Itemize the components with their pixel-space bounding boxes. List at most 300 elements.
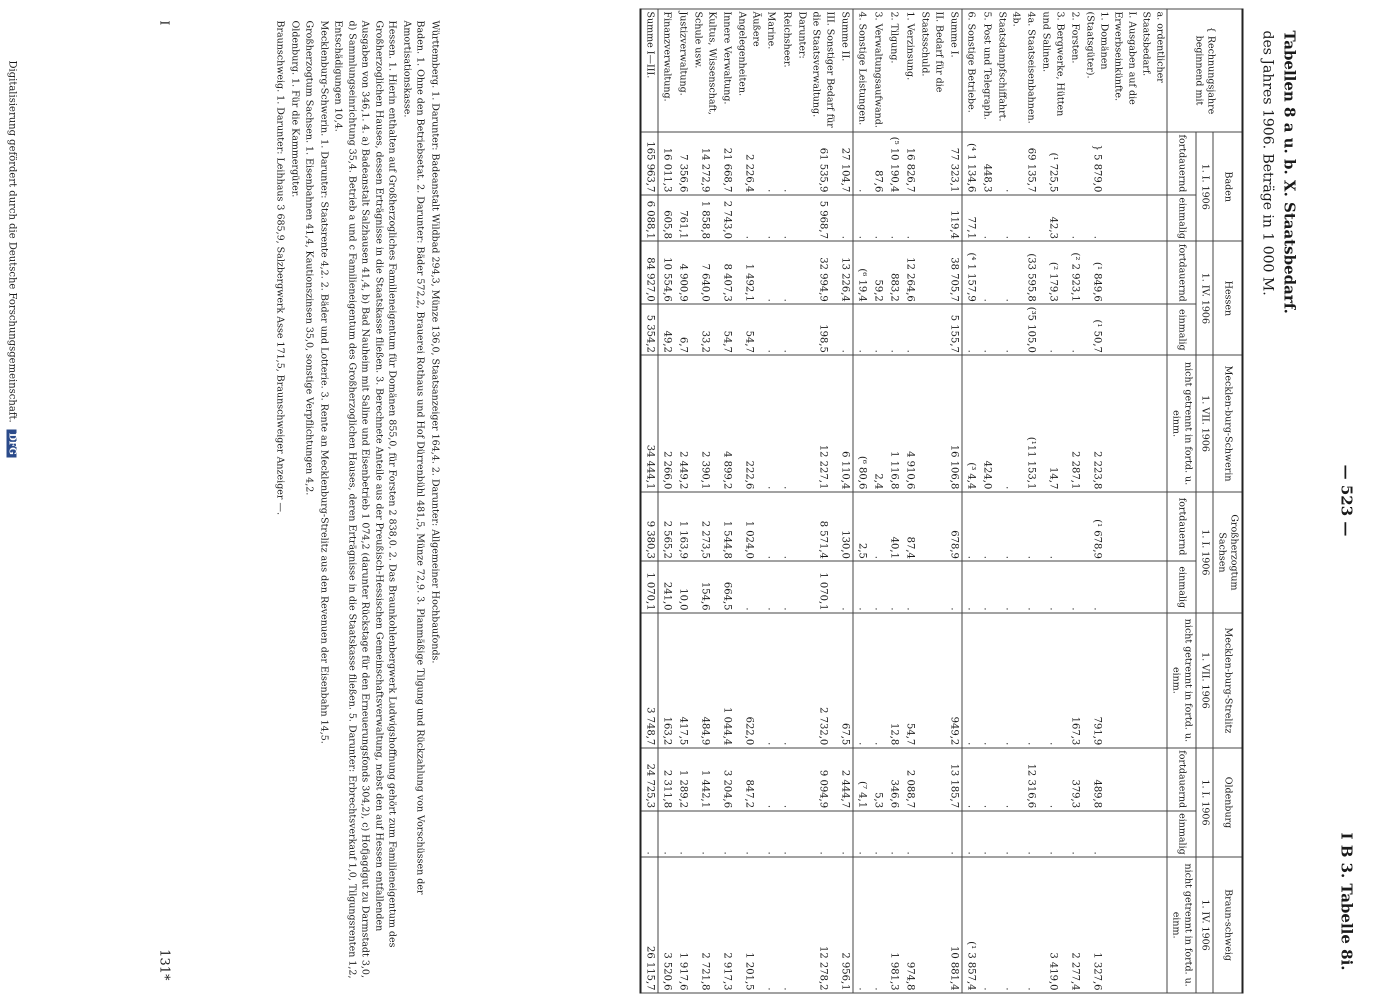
table-cell: 10,0	[674, 561, 690, 613]
table-cell: 54,7	[718, 304, 734, 355]
table-cell: 8 571,4	[808, 491, 836, 561]
table-cell: .	[994, 241, 1022, 304]
table-cell: 87,4	[901, 491, 917, 561]
table-cell: 54,7	[734, 304, 762, 355]
table-row	[734, 9, 762, 993]
table-cell: .	[778, 857, 794, 993]
state-kind-header: fortdauernd	[1167, 132, 1196, 195]
table-cell: } 5 879,0	[1082, 132, 1110, 195]
table-cell: .	[1082, 194, 1110, 241]
table-cell: 14 272,9	[690, 132, 718, 195]
table-cell: 9 380,3	[640, 491, 658, 561]
table-cell: .	[869, 491, 885, 561]
table-cell: 3 204,6	[718, 747, 734, 810]
table-cell	[1138, 810, 1167, 857]
table-cell: (¹ 849,6	[1082, 241, 1110, 304]
table-cell: .	[1038, 747, 1066, 810]
table-cell	[1138, 241, 1167, 304]
table-cell: .	[1038, 810, 1066, 857]
table-cell: (³5 105,0	[1022, 304, 1038, 355]
table-cell: .	[1022, 810, 1038, 857]
table-cell	[794, 747, 808, 810]
table-row	[658, 9, 675, 993]
table-cell: 241,0	[658, 561, 675, 613]
table-cell: 664,5	[718, 561, 734, 613]
table-cell: 4 899,2	[718, 355, 734, 491]
footer-right: 131*	[156, 948, 171, 980]
table-cell: 13 226,4	[836, 241, 853, 304]
table-cell: 2 721,8	[690, 857, 718, 993]
table-cell: 3 419,0	[1038, 857, 1066, 993]
table-row	[794, 9, 808, 993]
table-cell: .	[1038, 304, 1066, 355]
table-cell: (⁶ 19,4	[853, 241, 870, 304]
table-cell: .	[778, 241, 794, 304]
row-label: III. Sonstiger Bedarf für die Staatsverwaltung.	[808, 9, 836, 132]
table-row	[690, 9, 718, 993]
table-cell: 5 155,7	[945, 304, 962, 355]
table-cell: 2 266,0	[658, 355, 675, 491]
table-cell: .	[885, 304, 901, 355]
table-cell: 2 956,1	[836, 857, 853, 993]
table-row	[808, 9, 836, 993]
table-cell: .	[1038, 613, 1066, 748]
table-cell: .	[1022, 561, 1038, 613]
table-cell: 1 858,8	[690, 194, 718, 241]
table-cell: .	[1022, 194, 1038, 241]
table-cell: .	[778, 561, 794, 613]
table-cell: 12 278,2	[808, 857, 836, 993]
table-row	[885, 9, 901, 993]
table-cell	[1110, 194, 1138, 241]
table-cell	[794, 304, 808, 355]
header-row-states	[1213, 9, 1243, 993]
table-row	[836, 9, 853, 993]
state-kind-header: fortdauernd	[1167, 491, 1196, 561]
table-cell: 1 044,4	[718, 613, 734, 748]
table-cell: 2 565,2	[658, 491, 675, 561]
section-header: I B 3. Tabelle 8i.	[1337, 831, 1355, 970]
table-cell: (³ 4,4	[962, 355, 979, 491]
table-cell: 222,6	[734, 355, 762, 491]
table-row	[962, 9, 979, 993]
table-cell: 2 088,7	[901, 747, 917, 810]
table-cell: .	[778, 810, 794, 857]
table-cell	[1138, 132, 1167, 195]
table-cell: 847,2	[734, 747, 762, 810]
table-cell: .	[836, 304, 853, 355]
table-cell: 2 273,5	[690, 491, 718, 561]
table-cell: .	[674, 810, 690, 857]
row-label: Summe I.	[945, 9, 962, 132]
table-cell: 7 356,6	[674, 132, 690, 195]
table-cell: 2 444,7	[836, 747, 853, 810]
table-cell	[1138, 355, 1167, 491]
table-cell: 5,3	[869, 747, 885, 810]
footer-left: I	[157, 20, 171, 25]
state-date-header: 1. IV. 1906	[1196, 241, 1213, 355]
table-cell	[1138, 304, 1167, 355]
table-cell	[794, 857, 808, 993]
table-cell: 163,2	[658, 613, 675, 748]
table-cell: 2 743,0	[718, 194, 734, 241]
table-cell: 1 070,1	[808, 561, 836, 613]
table-cell: .	[901, 194, 917, 241]
table-cell: .	[734, 810, 762, 857]
table-cell: 2 917,3	[718, 857, 734, 993]
table-row	[1022, 9, 1038, 993]
table-cell: 33,2	[690, 304, 718, 355]
table-cell: .	[962, 747, 979, 810]
table-cell: 54,7	[901, 613, 917, 748]
table-cell: (⁵ 10 190,4	[885, 132, 901, 195]
table-cell	[794, 132, 808, 195]
row-label: 2. Tilgung.	[885, 9, 901, 132]
footnote: Baden. 1. Ohne den Betriebsetat. 2. Darunter: Bäder 572,2, Brauerei Rothaus und Hof Dürrenbühl 481,5, Münze 72,9. 3. Planmäßige Tilgung und Rückzahlung von Vorschüssen der Amortisationskasse.	[401, 20, 426, 895]
row-label: I. Ausgaben auf die Erwerbseinkünfte.	[1110, 9, 1138, 132]
table-cell	[917, 241, 945, 304]
table-cell: .	[718, 810, 734, 857]
table-cell: 2 449,2	[674, 355, 690, 491]
table-cell: 2 226,4	[734, 132, 762, 195]
row-label: Äußere Angelegenheiten.	[734, 9, 762, 132]
row-label: Innere Verwaltung.	[718, 9, 734, 132]
table-cell: 9 094,9	[808, 747, 836, 810]
table-cell	[1138, 747, 1167, 810]
table-cell: .	[762, 561, 778, 613]
table-cell	[917, 132, 945, 195]
table-cell: 12 264,6	[901, 241, 917, 304]
table-cell: 1 917,6	[674, 857, 690, 993]
table-row	[762, 9, 778, 993]
table-row	[945, 9, 962, 993]
state-column-header: Mecklen-burg-Strelitz	[1213, 613, 1243, 748]
state-column-header: Baden	[1213, 132, 1243, 241]
table-cell: 1 201,5	[734, 857, 762, 993]
table-cell: .	[1066, 810, 1082, 857]
row-label: 4a. Staatseisenbahnen.	[1022, 9, 1038, 132]
table-cell	[1066, 132, 1082, 195]
row-label: 3. Bergwerke, Hütten und Salinen.	[1038, 9, 1066, 132]
table-cell: .	[994, 194, 1022, 241]
row-label: II. Bedarf für die Staatsschuld.	[917, 9, 945, 132]
table-cell: 974,8	[901, 857, 917, 993]
table-cell: .	[978, 857, 994, 993]
table-head	[1167, 9, 1243, 993]
table-cell: .	[978, 613, 994, 748]
table-cell: 26 115,7	[640, 857, 658, 993]
state-kind-header: einmalig	[1167, 810, 1196, 857]
table-cell: 8 407,3	[718, 241, 734, 304]
table-cell: .	[778, 355, 794, 491]
table-cell: 167,3	[1066, 613, 1082, 748]
digitization-note	[6, 60, 17, 990]
table-cell: 2,5	[853, 491, 870, 561]
table-cell: .	[994, 132, 1022, 195]
table-cell: 883,2	[885, 241, 901, 304]
state-kind-header: einmalig	[1167, 304, 1196, 355]
state-kind-header: nicht getrennt in fortd. u. einm.	[1167, 613, 1196, 748]
table-cell: .	[869, 857, 885, 993]
table-cell	[1110, 491, 1138, 561]
table-cell: (¹ 725,5	[1038, 132, 1066, 195]
table-cell	[917, 561, 945, 613]
table-cell	[794, 194, 808, 241]
table-cell: 1 116,8	[885, 355, 901, 491]
table-cell: 61 535,9	[808, 132, 836, 195]
table-cell: 34 444,1	[640, 355, 658, 491]
row-label: Summe I—III.	[640, 9, 658, 132]
table-cell: 7 640,0	[690, 241, 718, 304]
table-row	[718, 9, 734, 993]
table-cell: 77,1	[962, 194, 979, 241]
table-cell: .	[853, 857, 870, 993]
table-cell	[1110, 810, 1138, 857]
table-cell: .	[869, 613, 885, 748]
table-cell: 165 963,7	[640, 132, 658, 195]
table-cell	[917, 857, 945, 993]
table-cell: 32 994,9	[808, 241, 836, 304]
table-cell	[1138, 857, 1167, 993]
table-cell: 605,8	[658, 194, 675, 241]
table-cell	[794, 241, 808, 304]
header-row-kinds	[1167, 9, 1196, 993]
table-cell	[917, 747, 945, 810]
row-label: Marine.	[762, 9, 778, 132]
row-label: Justizverwaltung.	[674, 9, 690, 132]
table-cell: 3 748,7	[640, 613, 658, 748]
table-cell: .	[994, 561, 1022, 613]
table-cell: .	[778, 613, 794, 748]
table-cell: 1 024,0	[734, 491, 762, 561]
table-cell: (¹ 3 857,4	[962, 857, 979, 993]
row-label: 2. Forsten.	[1066, 9, 1082, 132]
state-column-header: Großherzogtum Sachsen	[1213, 491, 1243, 612]
table-row	[1038, 9, 1066, 993]
table-cell: 27 104,7	[836, 132, 853, 195]
table-cell: 1 981,3	[885, 857, 901, 993]
table-cell: .	[836, 561, 853, 613]
table-cell: 622,0	[734, 613, 762, 748]
table-cell: 1 442,1	[690, 747, 718, 810]
table-cell: .	[658, 810, 675, 857]
table-cell	[794, 613, 808, 748]
table-cell: 2 223,8	[1082, 355, 1110, 491]
table-cell: .	[885, 561, 901, 613]
table-cell: .	[762, 355, 778, 491]
table-cell: (² 2 923,1	[1066, 241, 1082, 304]
table-cell: 24 725,3	[640, 747, 658, 810]
table-cell: .	[853, 304, 870, 355]
table-cell: 417,5	[674, 613, 690, 748]
table-cell: 1 070,1	[640, 561, 658, 613]
table-cell	[1110, 355, 1138, 491]
table-cell: .	[778, 132, 794, 195]
table-cell: 21 668,7	[718, 132, 734, 195]
table-cell: .	[978, 747, 994, 810]
table-cell: .	[978, 561, 994, 613]
table-cell: 77 323,1	[945, 132, 962, 195]
table-cell: (⁴ 1 157,9	[962, 241, 979, 304]
table-cell: .	[978, 194, 994, 241]
table-row	[1110, 9, 1138, 993]
table-cell: 67,5	[836, 613, 853, 748]
table-cell: .	[734, 561, 762, 613]
table-cell	[917, 304, 945, 355]
table-cell: (⁷ 4,1	[853, 747, 870, 810]
table-cell: .	[640, 810, 658, 857]
table-row	[917, 9, 945, 993]
state-date-header: 1. I. 1906	[1196, 491, 1213, 612]
table-cell: .	[853, 613, 870, 748]
table-body	[640, 9, 1167, 993]
table-cell	[1138, 194, 1167, 241]
table-cell: .	[962, 561, 979, 613]
table-cell: .	[885, 194, 901, 241]
table-cell: .	[869, 810, 885, 857]
header-row-dates	[1196, 9, 1213, 993]
footnotes	[272, 20, 441, 980]
table-cell: 678,9	[945, 491, 962, 561]
table-cell: 2 277,4	[1066, 857, 1082, 993]
table-cell: (⁴ 1 134,6	[962, 132, 979, 195]
table-cell: 49,2	[658, 304, 675, 355]
state-kind-header: fortdauernd	[1167, 241, 1196, 304]
table-cell: 13 185,7	[945, 747, 962, 810]
table-cell: 59,2	[869, 241, 885, 304]
row-label: Finanzverwaltung.	[658, 9, 675, 132]
table-cell: .	[1022, 857, 1038, 993]
table-cell: .	[1038, 491, 1066, 561]
table-cell: 12 316,6	[1022, 747, 1038, 810]
row-label: a. ordentlicher Staatsbedarf.	[1138, 9, 1167, 132]
table-cell	[1138, 561, 1167, 613]
table-cell: .	[778, 194, 794, 241]
footnote: Großherzogtum Sachsen. 1. Eisenbahnen 41,4, Kautionszinsen 35,0, sonstige Verpflichtungen 4,2.	[303, 20, 315, 495]
table-cell: 949,2	[945, 613, 962, 748]
state-kind-header: einmalig	[1167, 561, 1196, 613]
table-cell	[1138, 613, 1167, 748]
table-cell: .	[734, 194, 762, 241]
table-cell: 1 163,9	[674, 491, 690, 561]
table-cell: .	[994, 491, 1022, 561]
table-cell: .	[778, 491, 794, 561]
table-cell: 6 088,1	[640, 194, 658, 241]
state-column-header: Braun-schweig	[1213, 857, 1243, 993]
table-row	[1082, 9, 1110, 993]
table-cell: .	[1082, 810, 1110, 857]
table-cell	[794, 491, 808, 561]
state-date-header: 1. I. 1906	[1196, 132, 1213, 241]
footnote: Württemberg. 1. Darunter: Badeanstalt Wildbad 294,3, Münze 136,0, Staatsanzeiger 164,4. 2. Darunter: Allgemeiner Hochbaufonds.	[429, 20, 440, 663]
table-cell: 12,8	[885, 613, 901, 748]
table-cell: .	[994, 304, 1022, 355]
table-cell: .	[962, 304, 979, 355]
table-cell: 379,3	[1066, 747, 1082, 810]
table-cell: 1 544,8	[718, 491, 734, 561]
table-cell: 1 492,1	[734, 241, 762, 304]
table-cell: .	[869, 561, 885, 613]
table-cell: .	[1082, 561, 1110, 613]
table-cell: .	[1022, 613, 1038, 748]
row-label: Summe II.	[836, 9, 853, 132]
table-cell: .	[978, 491, 994, 561]
dfg-logo: DFG	[6, 429, 16, 457]
table-cell: 119,4	[945, 194, 962, 241]
table-cell	[1110, 613, 1138, 748]
row-label: 4. Sonstige Leistungen.	[853, 9, 870, 132]
row-label: 4b. Staatsdampfschiffahrt.	[994, 9, 1022, 132]
table-cell: .	[869, 194, 885, 241]
table-title: Tabellen 8 a u. b. X. Staatsbedarf.	[1280, 30, 1298, 314]
table-cell	[1110, 304, 1138, 355]
table-cell: .	[853, 561, 870, 613]
table-cell: .	[962, 491, 979, 561]
table-cell: 1 327,6	[1082, 857, 1110, 993]
state-column-header: Oldenburg	[1213, 747, 1243, 856]
table-cell: .	[869, 304, 885, 355]
table-cell: 2 732,0	[808, 613, 836, 748]
table-cell: .	[762, 241, 778, 304]
table-cell: 761,1	[674, 194, 690, 241]
table-cell: .	[978, 810, 994, 857]
table-cell: .	[994, 355, 1022, 491]
table-cell: 6,7	[674, 304, 690, 355]
row-label: 3. Verwaltungsaufwand.	[869, 9, 885, 132]
table-cell: 16 011,3	[658, 132, 675, 195]
table-cell: (33 595,8	[1022, 241, 1038, 304]
table-cell: 6 110,4	[836, 355, 853, 491]
table-cell: 2,4	[869, 355, 885, 491]
table-row	[1138, 9, 1167, 993]
table-cell: 1 289,2	[674, 747, 690, 810]
table-cell: .	[808, 810, 836, 857]
state-kind-header: nicht getrennt in fortd. u. einm.	[1167, 355, 1196, 491]
table-cell: 5 968,7	[808, 194, 836, 241]
table-cell: 16 826,7	[901, 132, 917, 195]
table-cell: 69 135,7	[1022, 132, 1038, 195]
table-cell	[917, 613, 945, 748]
table-cell: .	[901, 561, 917, 613]
table-cell: 198,5	[808, 304, 836, 355]
table-cell	[1110, 241, 1138, 304]
table-cell: 346,6	[885, 747, 901, 810]
table-cell: .	[994, 613, 1022, 748]
state-kind-header: einmalig	[1167, 194, 1196, 241]
state-date-header: 1. VII. 1906	[1196, 355, 1213, 491]
table-cell: 3 520,6	[658, 857, 675, 993]
table-cell: .	[853, 132, 870, 195]
row-label: 1. Verzinsung.	[901, 9, 917, 132]
row-label: 1. Domänen (Staatsgüter).	[1082, 9, 1110, 132]
table-row	[640, 9, 658, 993]
label-column-header: { Rechnungsjahre beginnend mit	[1167, 9, 1243, 132]
table-cell: 84 927,0	[640, 241, 658, 304]
state-kind-header: nicht getrennt in fortd. u. einm.	[1167, 857, 1196, 993]
table-cell: 4 900,9	[674, 241, 690, 304]
table-cell: (¹11 153,1	[1022, 355, 1038, 491]
table-row	[853, 9, 870, 993]
table-cell: .	[945, 810, 962, 857]
table-cell	[917, 194, 945, 241]
table-cell: 12 227,1	[808, 355, 836, 491]
row-label: 5. Post und Telegraph.	[978, 9, 994, 132]
table-cell	[794, 561, 808, 613]
table-cell: .	[978, 304, 994, 355]
table-cell: .	[994, 857, 1022, 993]
footnote: Hessen. 1. Hierin enthalten auf Großherzogliches Familieneigentum für Domänen 855,0, für Forsten 2 838,0. 2. Das Braunkohlenbergwerk Ludwigshoffnung gehört zum Familieneigentum des Großherzoglichen Hauses, dessen Erträgnisse in die Staatskasse fließen. 3. Berechnete Anteile aus der Preußisch-Hessischen Gemeinschaftsverwaltung, nebst den auf Hessen entfallenden Ausgaben von 346,1. 4. a) Badeanstalt Salzhausen 41,4, b) Bad Nauheim mit Saline und Eisenbetrieb 1 074,2 (darunter Rückstage für den Erneuerungsfonds 304,2), c) Hofjagdgut zu Darmstadt 3,0, d) Sammlungseinrichtung 35,4. Betrieb a und c Familieneigentum des Großherzoglichen Hauses, deren Erträgnisse in die Staatskasse fließen. 5. Darunter: Erbrechtsverkauf 1,0, Tilgungsrenten 1,2, Entschädigungen 10,4.	[332, 20, 398, 978]
table-cell: .	[762, 613, 778, 748]
